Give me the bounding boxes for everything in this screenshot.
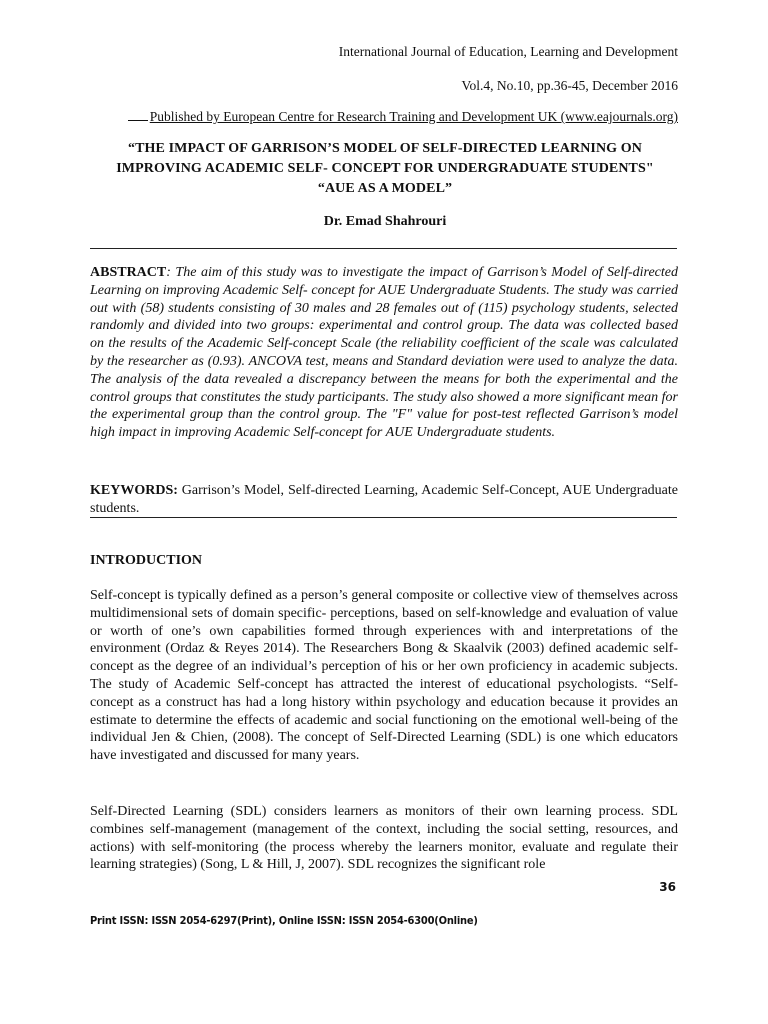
journal-name: International Journal of Education, Learning and Development <box>338 44 678 59</box>
paragraph-1: Self-concept is typically defined as a person’s general composite or collective view of themselves across multidimensional sets of domain specific- perceptions, based on self-knowledge and evaluation of value or worth of one’s own capabilities formed through experiences with and interpretations of the environment (Ordaz & Reyes 2014). The Researchers Bong & Skaalvik (2003) defined academic self-concept as the degree of an individual’s perception of his or her own proficiency in academic subjects. The study of Academic Self-concept has attracted the interest of educational psychologists. “Self-concept as a construct has had a long history within psychology and education because it provides an estimate to determine the effects of academic and social functioning on the emotional well-being of the individual Jen & Chien, (2008). The concept of Self-Directed Learning (SDL) is one which educators have investigated and discussed for many years. <box>90 588 678 764</box>
page-number: 36 <box>659 880 676 894</box>
divider-bottom <box>90 517 677 518</box>
abstract-label: ABSTRACT <box>90 265 167 280</box>
title-line-1: “THE IMPACT OF GARRISON’S MODEL OF SELF-DIRECTED LEARNING ON <box>128 141 642 156</box>
keywords <box>90 482 678 517</box>
footer-issn: Print ISSN: ISSN 2054-6297(Print), Online ISSN: ISSN 2054-6300(Online) <box>90 914 478 927</box>
keywords-label: KEYWORDS: <box>90 483 178 498</box>
author-name: Dr. Emad Shahrouri <box>323 214 447 229</box>
paragraph-2: Self-Directed Learning (SDL) considers learners as monitors of their own learning process. SDL combines self-management (management of the context, including the social setting, resources, and actions) with self-monitoring (the process whereby the learners monitor, evaluate and regulate their learning strategies) (Song, L & Hill, J, 2007). SDL recognizes the significant role <box>90 804 678 873</box>
section-heading-introduction: INTRODUCTION <box>90 553 203 568</box>
title-line-2: IMPROVING ACADEMIC SELF- CONCEPT FOR UNDERGRADUATE STUDENTS" <box>116 161 654 176</box>
publisher-text: Published by European Centre for Research Training and Development UK (www.eajournals.org) <box>149 109 678 124</box>
title-line-3: “AUE AS A MODEL” <box>317 181 453 196</box>
abstract-text: The aim of this study was to investigate the impact of Garrison’s Model of Self-directed Learning on improving Academic Self- concept for AUE Undergraduate Students. The study was carried out with (58) students consisting of 30 males and 28 females out of (115) psychology students, selected randomly and divided into two groups: experimental and control group. The data was collected based on the results of the Academic Self-concept Scale (the reliability coefficient of the scale was calculated by the researcher as (0.93). ANCOVA test, means and Standard deviation were used to analyze the data. The analysis of the data revealed a discrepancy between the means for both the experimental and the control groups that constitutes the study participants. The study also showed a more significant mean for the experimental group than the control group. The "F" value for post-test reflected Garrison’s model high impact in improving Academic Self-concept for AUE Undergraduate students. <box>90 265 678 441</box>
divider-top <box>90 248 677 249</box>
publisher-leader-rule <box>128 120 148 121</box>
publisher-line <box>128 109 678 125</box>
keywords-text: Garrison’s Model, Self-directed Learning, Academic Self-Concept, AUE Undergraduate students. <box>90 483 678 516</box>
abstract <box>90 264 678 442</box>
volume-info: Vol.4, No.10, pp.36-45, December 2016 <box>461 78 678 93</box>
abstract-colon: : <box>166 265 171 280</box>
article-title <box>90 139 680 199</box>
